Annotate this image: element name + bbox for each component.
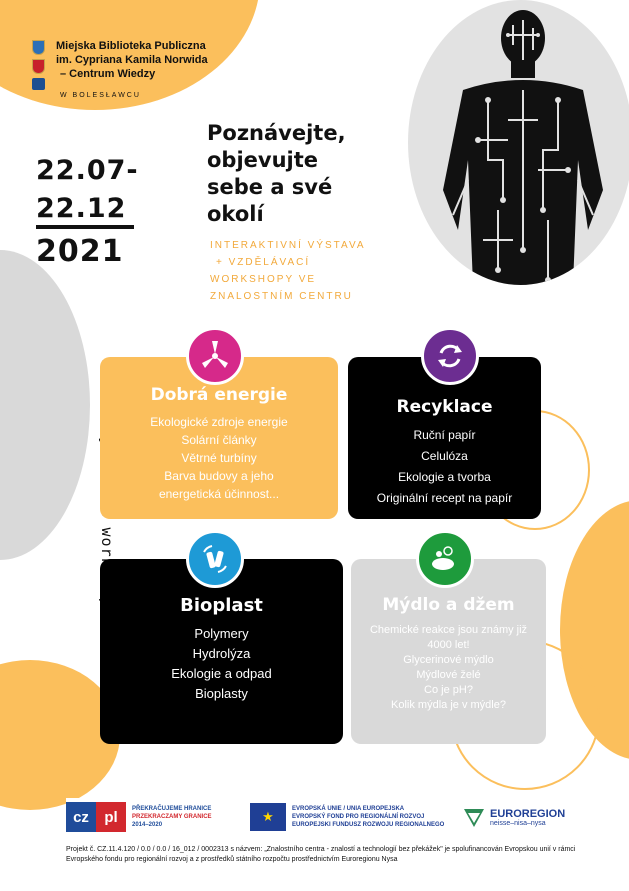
date-start: 22.07- — [36, 155, 139, 186]
headline-line-2: objevujte — [207, 148, 319, 172]
card-soap-item: Chemické reakce jsou známy již — [369, 624, 528, 636]
euroregion-emblem-icon — [462, 805, 486, 829]
library-crests — [32, 40, 46, 90]
eu-text — [292, 805, 444, 829]
library-line-1: Miejska Biblioteka Publiczna — [56, 40, 206, 52]
card-energy-item: energetická účinnost... — [158, 487, 280, 501]
circuit-human-icon — [408, 0, 629, 285]
card-recycle-title: Recyklace — [396, 397, 493, 417]
card-soap-title: Mýdlo a džem — [382, 595, 515, 615]
library-line-2: im. Cypriana Kamila Norwida — [56, 54, 208, 66]
date-year: 2021 — [36, 234, 124, 269]
card-bioplast-item: Hydrolýza — [192, 646, 251, 661]
library-name — [56, 39, 208, 81]
card-soap-item: Mýdlové želé — [416, 669, 481, 681]
project-text: Projekt č. CZ.11.4.120 / 0.0 / 0.0 / 16_012 / 0002313 s názvem: „Znalostního centra - znalostí a technologií bez překážek" je spolufinancován Evropskou unií v rámci Evropského fondu pro regionální rozvoj a z prostředků státního rozpočtu prostřednictvím Euroregionu Nysa — [66, 846, 576, 863]
left-gray-blob — [0, 250, 90, 560]
date-underline — [36, 225, 134, 229]
card-bioplast-item: Bioplasty — [195, 686, 248, 701]
soap-drops-icon — [416, 530, 474, 588]
wind-turbine-icon — [186, 327, 244, 385]
euroregion-sub: neisse–nisa–nysa — [490, 819, 546, 827]
euroregion-logo — [462, 800, 572, 834]
card-recycle-item: Ruční papír — [413, 428, 476, 442]
cz-badge: cz — [66, 802, 96, 832]
card-recycle-item: Ekologie a tvorba — [398, 470, 491, 484]
headline-line-1: Poznávejte, — [207, 121, 346, 145]
card-soap-item: Co je pH? — [424, 684, 473, 696]
eu-line-2: EVROPSKÝ FOND PRO REGIONÁLNÍ ROZVOJ — [292, 814, 425, 820]
subtitle-line-1: INTERAKTIVNÍ VÝSTAVA — [210, 240, 366, 251]
human-circuit-circle — [408, 0, 629, 285]
czpl-line-2: PRZEKRACZAMY GRANICE — [132, 814, 212, 820]
card-bioplast-item: Polymery — [194, 626, 249, 641]
czpl-line-3: 2014–2020 — [132, 822, 163, 828]
card-recycle-item: Celulóza — [421, 449, 468, 463]
card-energy-item: Ekologické zdroje energie — [150, 415, 288, 429]
card-soap-item: Kolik mýdla je v mýdle? — [391, 699, 506, 711]
library-city: W BOLESŁAWCU — [60, 92, 141, 99]
card-soap-item: 4000 let! — [427, 639, 470, 651]
crest-icon-2 — [32, 59, 45, 74]
czpl-logo — [66, 798, 236, 836]
card-energy-item: Barva budovy a jeho — [164, 469, 274, 483]
card-bioplast-item: Ekologie a odpad — [171, 666, 272, 681]
date-range — [36, 152, 139, 228]
subtitle-line-2: + VZDĚLÁVACÍ — [216, 257, 311, 268]
library-line-3: – Centrum Wiedzy — [60, 68, 156, 80]
book-icon — [32, 78, 45, 90]
headline-line-3: sebe a své — [207, 175, 333, 199]
eu-line-1: EVROPSKÁ UNIE / UNIA EUROPEJSKA — [292, 806, 405, 812]
euroregion-text — [490, 808, 565, 827]
eu-line-3: EUROPEJSKI FUNDUSZ ROZWOJU REGIONALNEGO — [292, 822, 445, 828]
euroregion-title: EUROREGION — [490, 807, 566, 820]
recycle-icon — [421, 327, 479, 385]
card-energy-item: Větrné turbíny — [181, 451, 257, 465]
card-bioplast-title: Bioplast — [180, 595, 263, 616]
crest-icon-1 — [32, 40, 45, 55]
eu-logo — [250, 800, 450, 834]
subtitle-line-3: WORKSHOPY VE — [210, 274, 317, 285]
eu-flag-icon: ★ — [250, 803, 286, 831]
pl-badge: pl — [96, 802, 126, 832]
date-end: 22.12 — [36, 193, 127, 224]
card-energy-title: Dobrá energie — [150, 385, 288, 405]
bottles-icon — [186, 530, 244, 588]
card-soap-item: Glycerinové mýdlo — [403, 654, 494, 666]
czpl-line-1: PŘEKRAČUJEME HRANICE — [132, 806, 212, 812]
card-recycle-item: Originální recept na papír — [376, 491, 513, 505]
subtitle-line-4: ZNALOSTNÍM CENTRU — [210, 291, 353, 302]
headline-line-4: okolí — [207, 202, 264, 226]
card-energy-item: Solární články — [181, 433, 257, 447]
headline — [207, 120, 346, 228]
czpl-text — [132, 805, 212, 829]
czpl-mark — [66, 802, 126, 832]
subtitle — [210, 237, 366, 305]
